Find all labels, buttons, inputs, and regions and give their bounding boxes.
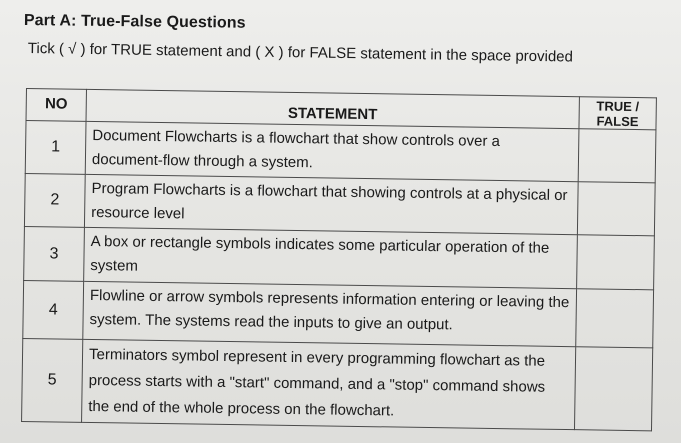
answer-cell[interactable] [574, 347, 652, 431]
header-true-false [579, 97, 656, 130]
answer-cell[interactable] [577, 182, 655, 236]
table-row [25, 121, 656, 183]
answer-cell[interactable] [578, 129, 656, 183]
true-false-table [21, 88, 657, 431]
table-row [24, 173, 655, 235]
question-table-container [21, 88, 656, 443]
section-title: Part A: True-False Questions [23, 12, 246, 32]
answer-cell[interactable] [577, 235, 655, 290]
statement-text: Flowline or arrow symbols represents information entering or leaving the system. The systems read the inputs to give an output. [83, 281, 577, 346]
answer-cell[interactable] [576, 289, 654, 348]
row-number: 4 [23, 280, 84, 339]
header-no: NO [26, 89, 86, 122]
statement-text: Document Flowcharts is a flowchart that show controls over a document-flow through a system. [85, 121, 579, 181]
header-false-label: FALSE [596, 113, 639, 130]
header-true-label: TRUE / [596, 98, 640, 115]
instruction-text: Tick ( √ ) for TRUE statement and ( X ) for FALSE statement in the space provided [27, 40, 574, 66]
row-number: 2 [24, 173, 85, 227]
table-row [24, 226, 655, 289]
table-row [23, 280, 654, 347]
statement-text: Program Flowcharts is a flowchart that showing controls at a physical or resource level [84, 174, 578, 234]
header-statement: STATEMENT [86, 89, 579, 128]
row-number: 1 [25, 121, 86, 175]
table-row [22, 338, 653, 430]
statement-text: Terminators symbol represent in every programming flowchart as the process starts with a "start" command, and a "stop" command shows the end of the whole process on the flowchart. [82, 339, 576, 429]
row-number: 3 [24, 226, 85, 281]
statement-text: A box or rectangle symbols indicates some particular operation of the system [84, 227, 578, 288]
row-number: 5 [22, 338, 83, 422]
